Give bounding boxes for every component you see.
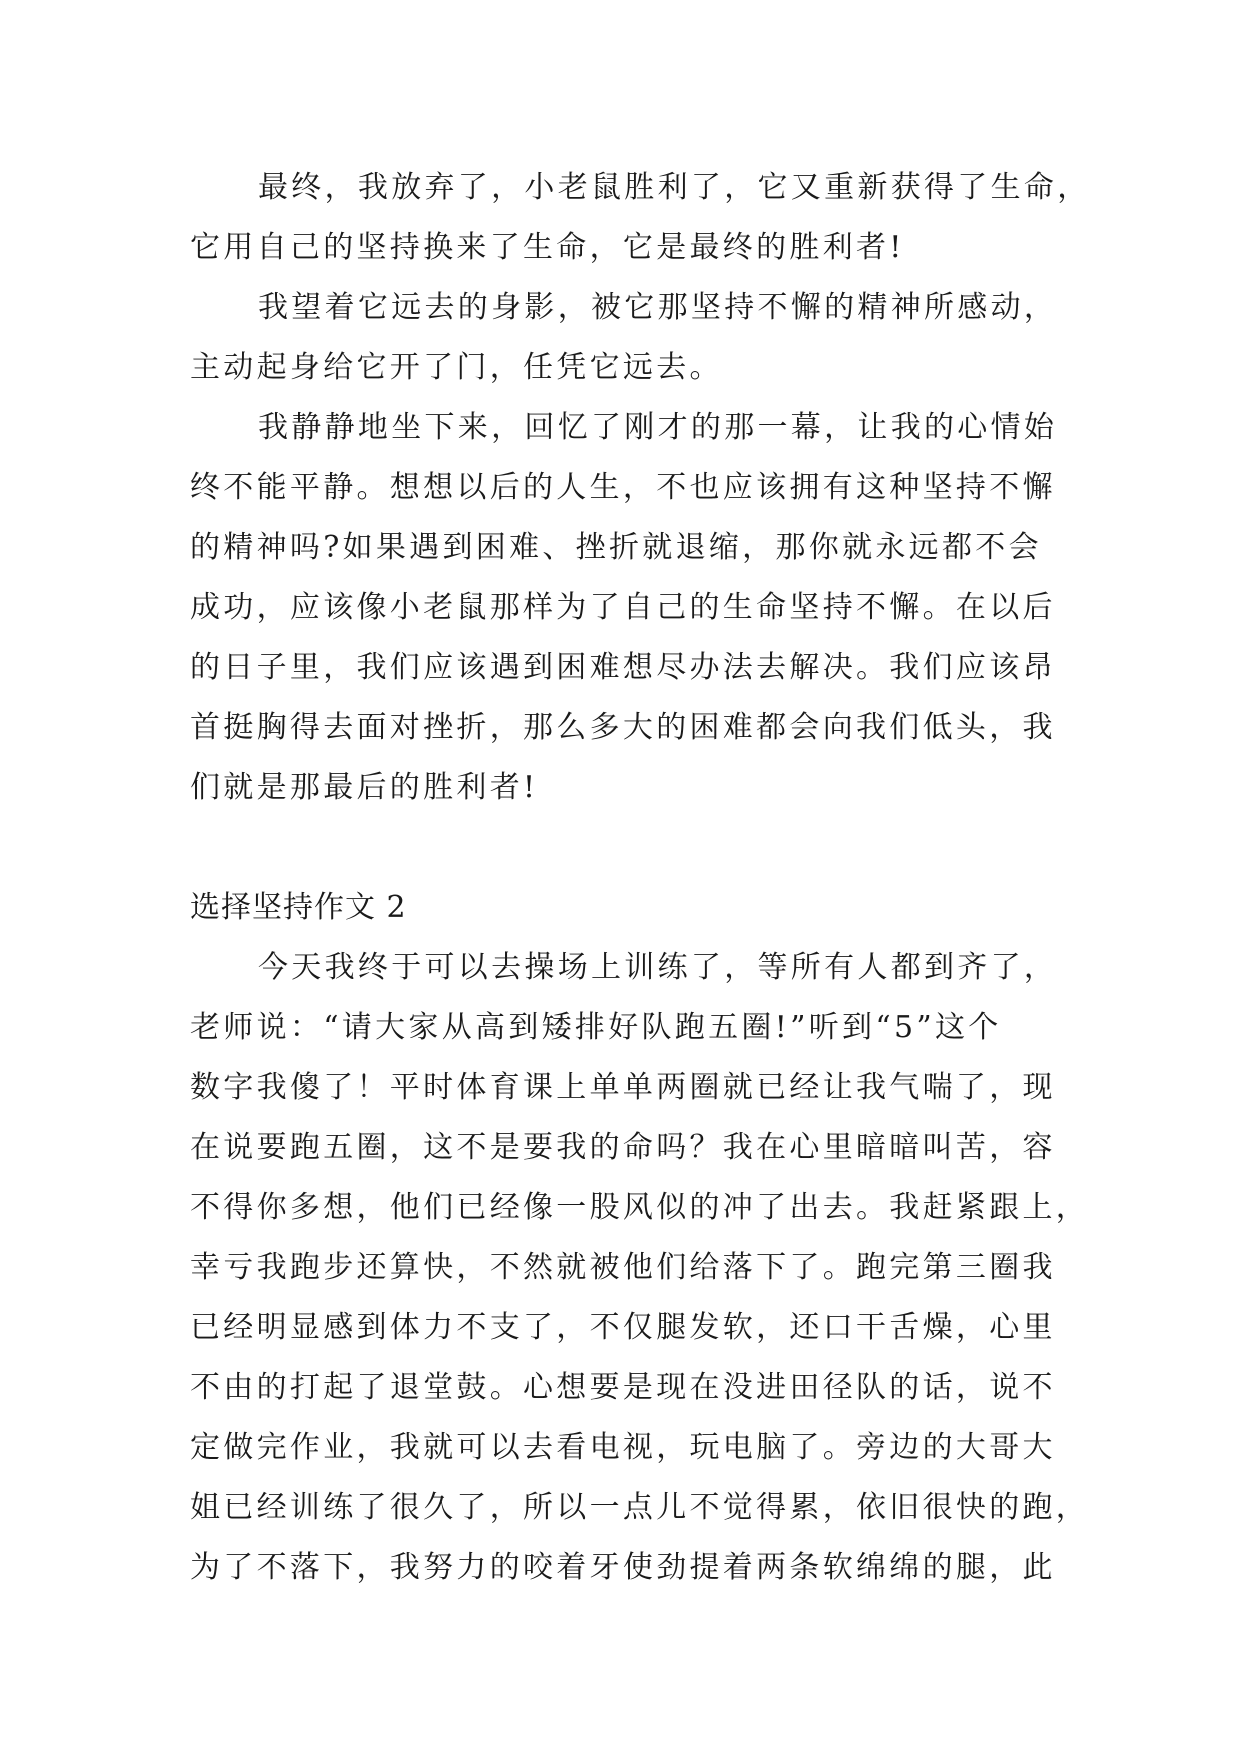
paragraph-4-line-8: 不由的打起了退堂鼓。心想要是现在没进田径队的话，说不 xyxy=(190,1370,1056,1405)
paragraph-1-line-2: 它用自己的坚持换来了生命，它是最终的胜利者! xyxy=(190,230,905,265)
paragraph-3-line-4: 成功，应该像小老鼠那样为了自己的生命坚持不懈。在以后 xyxy=(190,590,1056,625)
paragraph-1-line-1: 最终，我放弃了，小老鼠胜利了，它又重新获得了生命， xyxy=(258,170,1091,205)
paragraph-4-line-10: 姐已经训练了很久了，所以一点儿不觉得累，依旧很快的跑， xyxy=(190,1490,1090,1525)
paragraph-3-line-2: 终不能平静。想想以后的人生，不也应该拥有这种坚持不懈 xyxy=(190,470,1056,505)
paragraph-4-line-6: 幸亏我跑步还算快，不然就被他们给落下了。跑完第三圈我 xyxy=(190,1250,1056,1285)
paragraph-3-line-6: 首挺胸得去面对挫折，那么多大的困难都会向我们低头，我 xyxy=(190,710,1056,745)
paragraph-4-line-5: 不得你多想，他们已经像一股风似的冲了出去。我赶紧跟上， xyxy=(190,1190,1090,1225)
section-heading: 选择坚持作文 2 xyxy=(190,890,407,925)
paragraph-4-line-11: 为了不落下，我努力的咬着牙使劲提着两条软绵绵的腿，此 xyxy=(190,1550,1056,1585)
paragraph-4-line-7: 已经明显感到体力不支了，不仅腿发软，还口干舌燥，心里 xyxy=(190,1310,1056,1345)
paragraph-4-line-4: 在说要跑五圈，这不是要我的命吗？我在心里暗暗叫苦，容 xyxy=(190,1130,1056,1165)
paragraph-4-line-2: 老师说：“请大家从高到矮排好队跑五圈!”听到“5”这个 xyxy=(190,1010,1002,1045)
paragraph-2-line-1: 我望着它远去的身影，被它那坚持不懈的精神所感动， xyxy=(258,290,1058,325)
paragraph-4-line-9: 定做完作业，我就可以去看电视，玩电脑了。旁边的大哥大 xyxy=(190,1430,1056,1465)
paragraph-3-line-5: 的日子里，我们应该遇到困难想尽办法去解决。我们应该昂 xyxy=(190,650,1056,685)
paragraph-3-line-3: 的精神吗?如果遇到困难、挫折就退缩，那你就永远都不会 xyxy=(190,530,1042,565)
paragraph-4-line-1: 今天我终于可以去操场上训练了，等所有人都到齐了， xyxy=(258,950,1058,985)
paragraph-3-line-7: 们就是那最后的胜利者! xyxy=(190,770,539,805)
paragraph-2-line-2: 主动起身给它开了门，任凭它远去。 xyxy=(190,350,723,385)
paragraph-3-line-1: 我静静地坐下来，回忆了刚才的那一幕，让我的心情始 xyxy=(258,410,1058,445)
paragraph-4-line-3: 数字我傻了！平时体育课上单单两圈就已经让我气喘了，现 xyxy=(190,1070,1056,1105)
